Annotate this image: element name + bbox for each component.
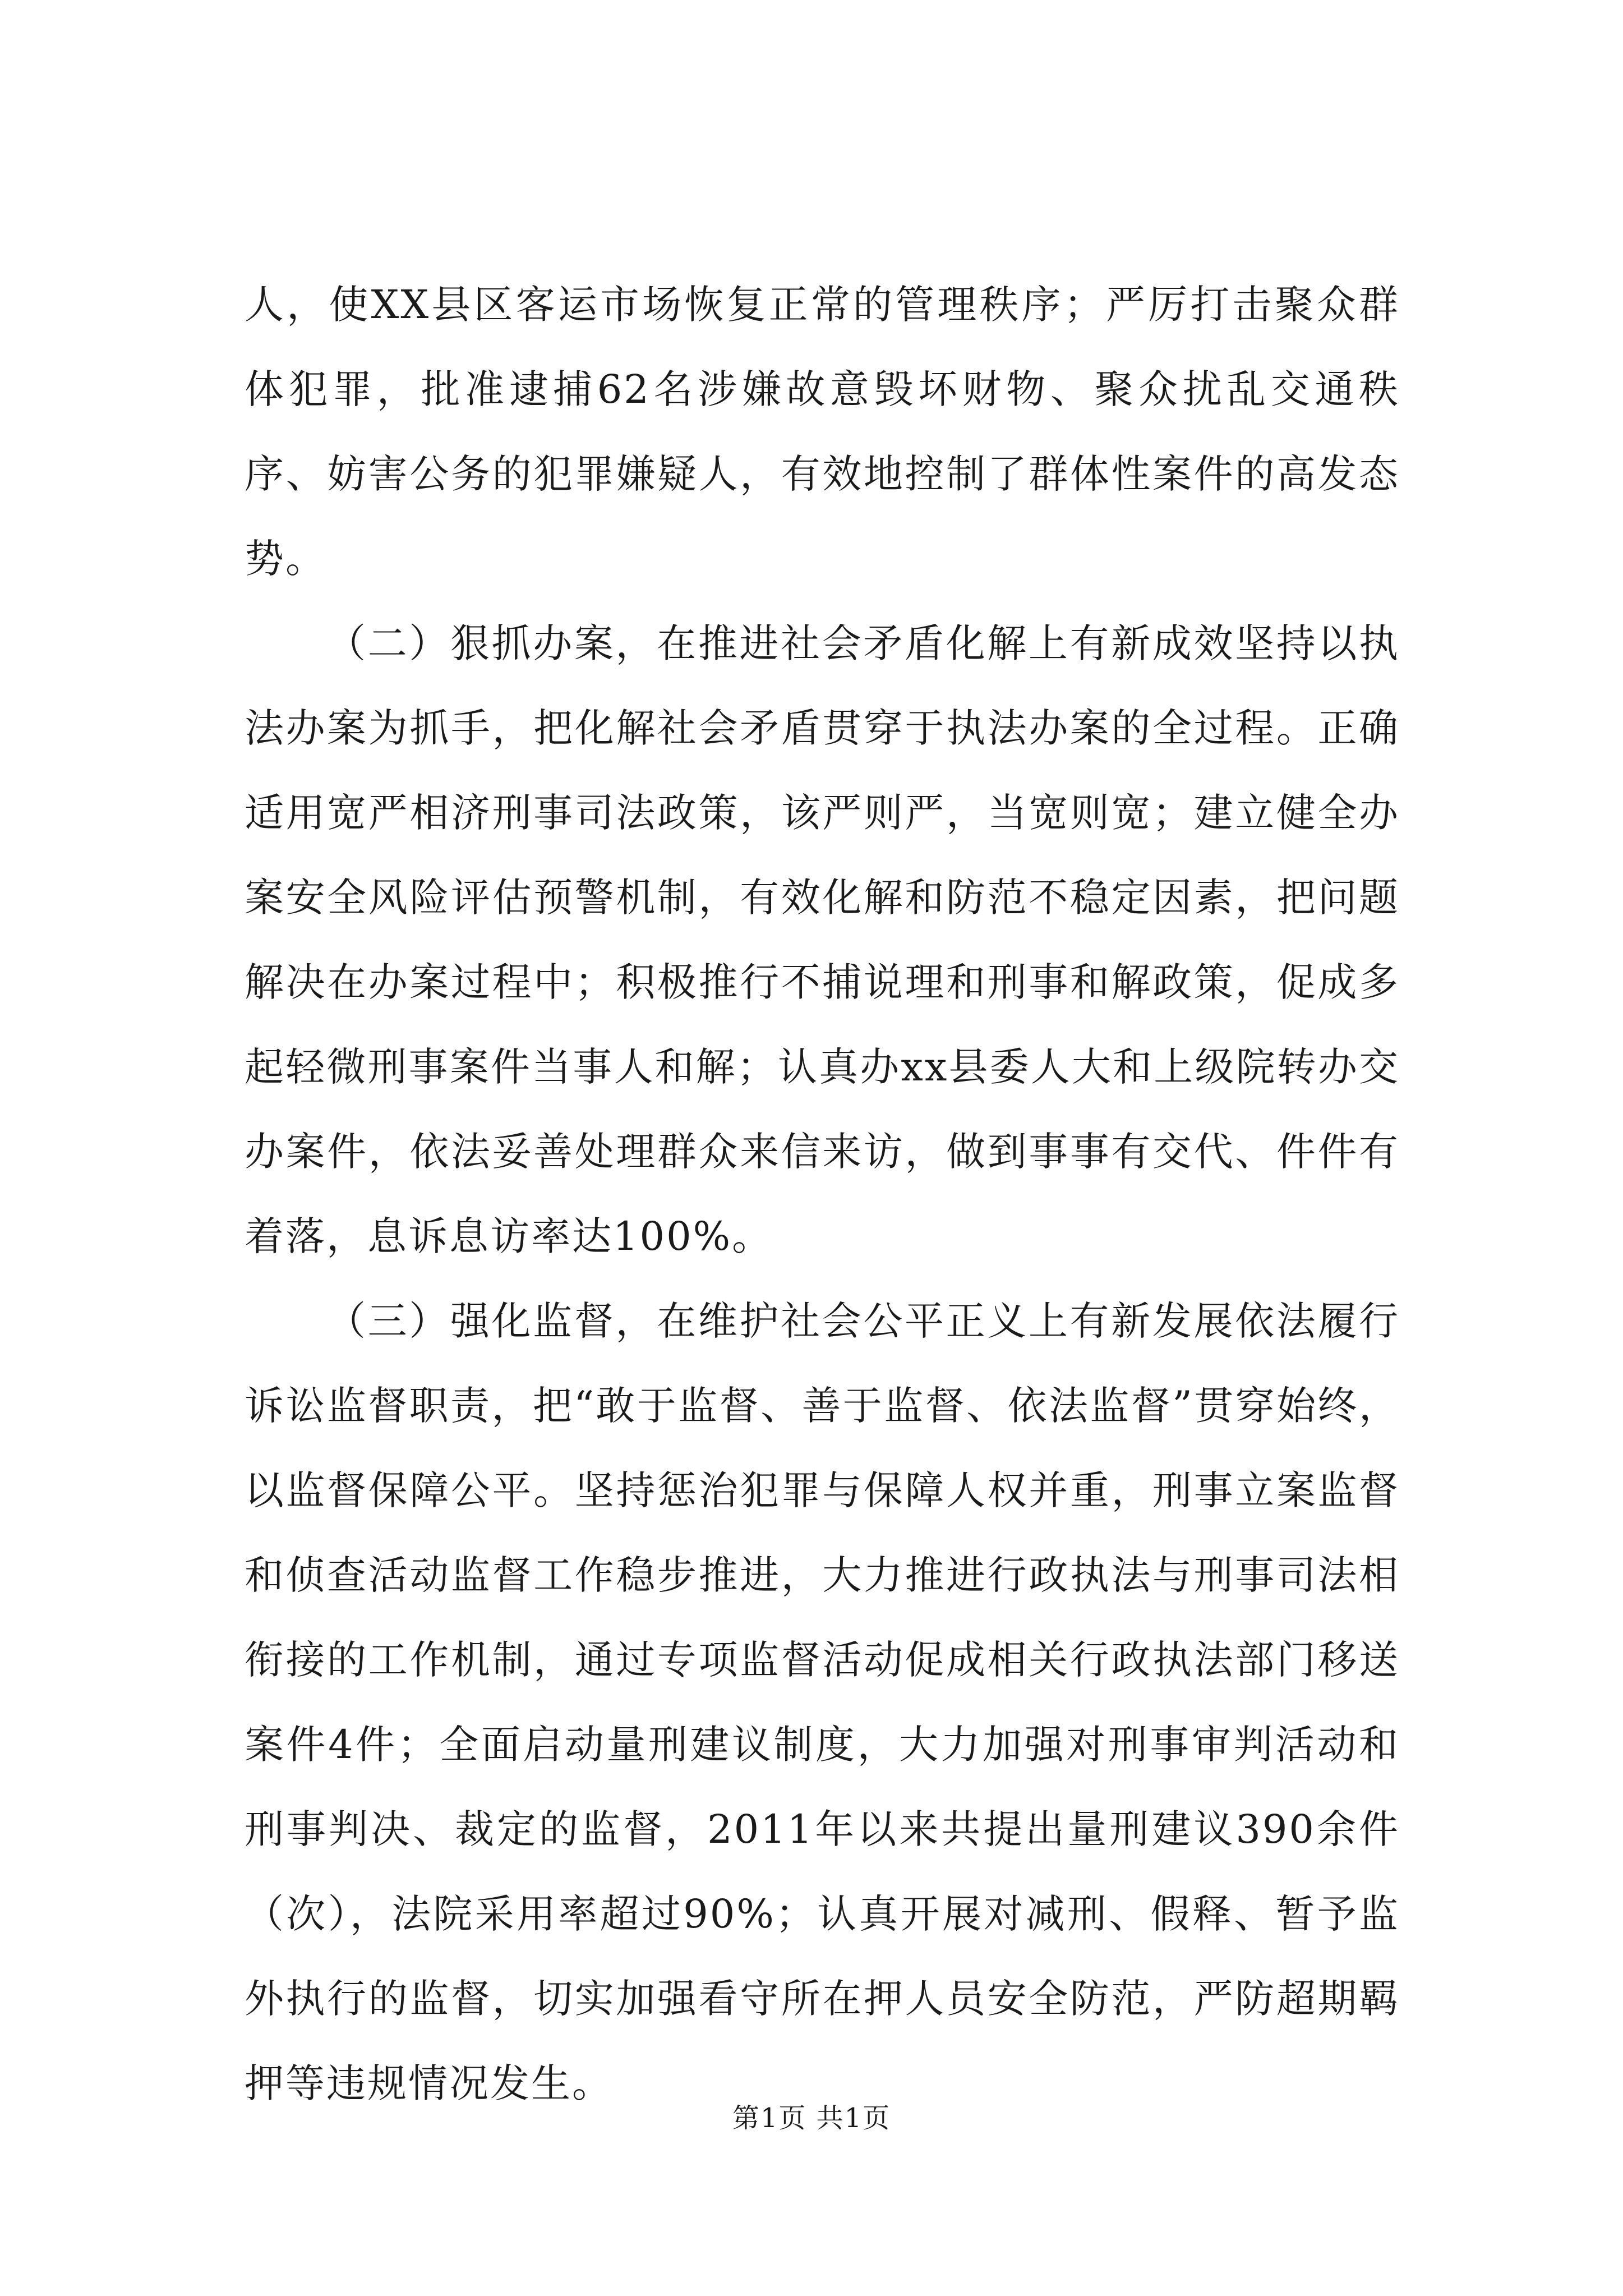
paragraph-continuation: 人，使XX县区客运市场恢复正常的管理秩序；严厉打击聚众群体犯罪，批准逮捕62名涉嫌故意毁坏财物、聚众扰乱交通秩序、妨害公务的犯罪嫌疑人，有效地控制了群体性案件的高发态势。 <box>245 282 1400 582</box>
page-footer: 第1页 共1页 <box>732 2102 891 2134</box>
document-body <box>245 263 1400 2126</box>
paragraph-section-3: （三）强化监督，在维护社会公平正义上有新发展依法履行诉讼监督职责，把“敢于监督、善于监督、依法监督”贯穿始终，以监督保障公平。坚持惩治犯罪与保障人权并重，刑事立案监督和侦查活动监督工作稳步推进，大力推进行政执法与刑事司法相衔接的工作机制，通过专项监督活动促成相关行政执法部门移送案件4件；全面启动量刑建议制度，大力加强对刑事审判活动和刑事判决、裁定的监督，2011年以来共提出量刑建议390余件（次），法院采用率超过90%；认真开展对减刑、假释、暂予监外执行的监督，切实加强看守所在押人员安全防范，严防超期羁押等违规情况发生。 <box>245 1298 1400 2106</box>
paragraph-section-2: （二）狠抓办案，在推进社会矛盾化解上有新成效坚持以执法办案为抓手，把化解社会矛盾贯穿于执法办案的全过程。正确适用宽严相济刑事司法政策，该严则严，当宽则宽；建立健全办案安全风险评估预警机制，有效化解和防范不稳定因素，把问题解决在办案过程中；积极推行不捕说理和刑事和解政策，促成多起轻微刑事案件当事人和解；认真办xx县委人大和上级院转办交办案件，依法妥善处理群众来信来访，做到事事有交代、件件有着落，息诉息访率达100%。 <box>245 620 1400 1259</box>
